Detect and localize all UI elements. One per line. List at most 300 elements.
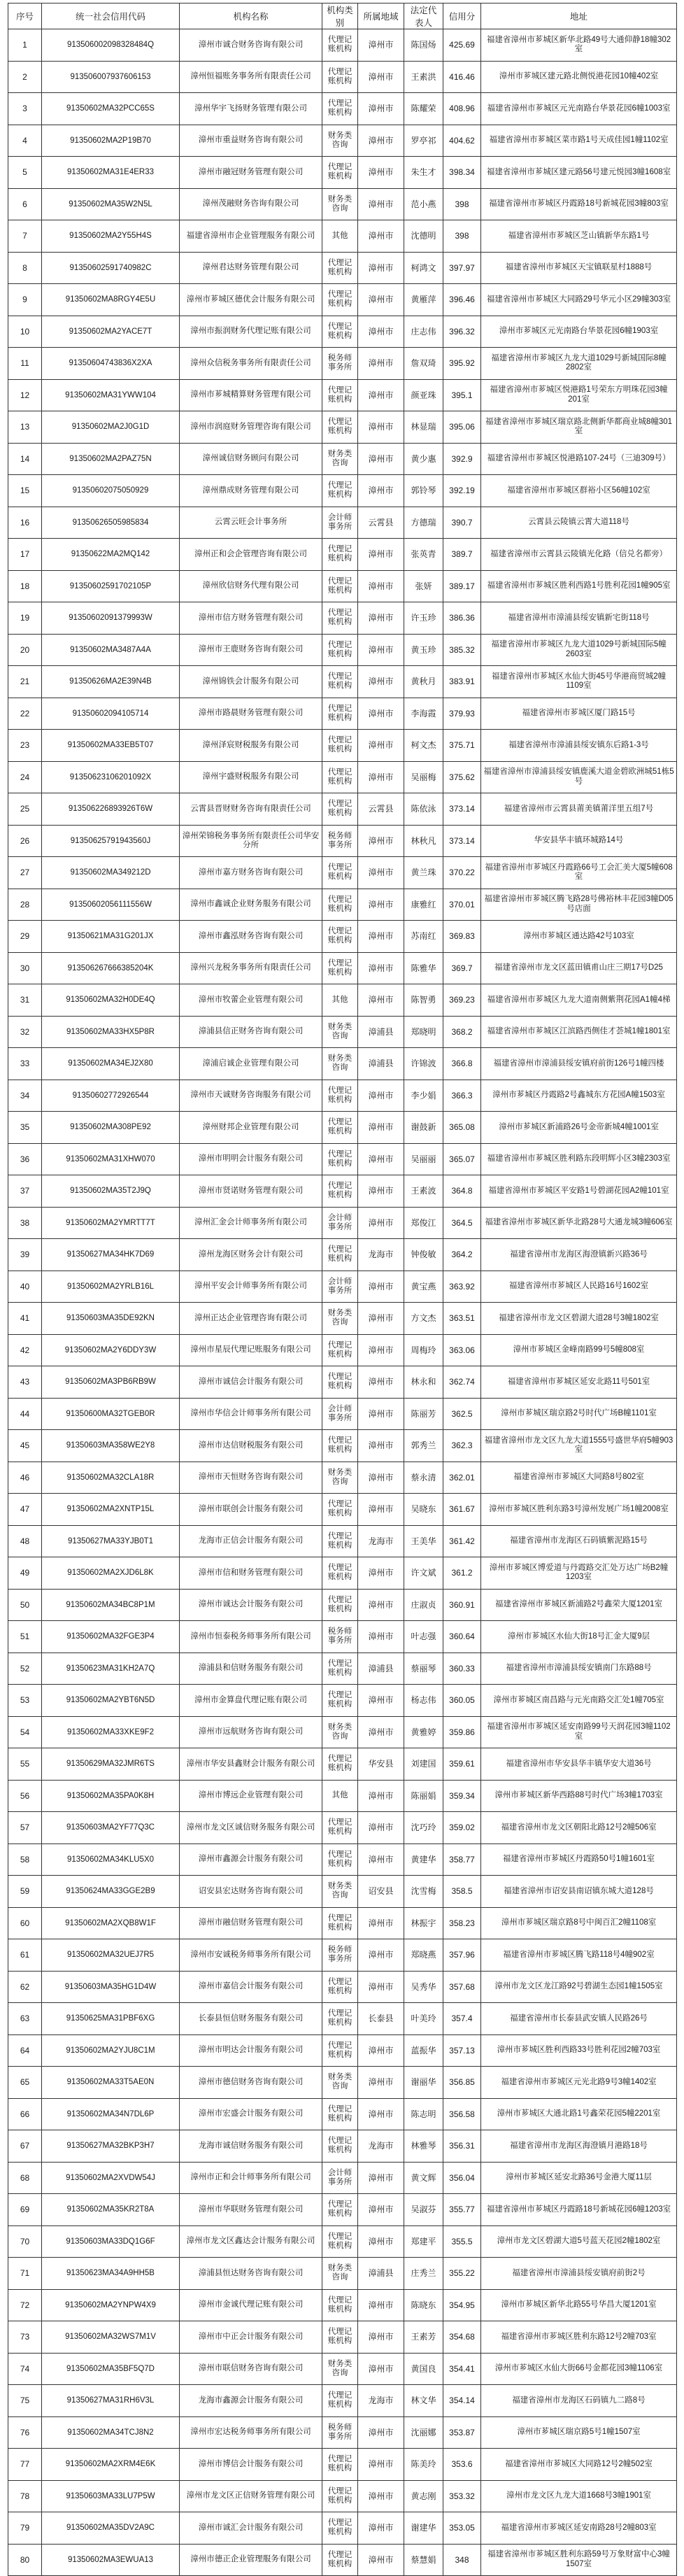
cell-org-type: 代理记账机构	[322, 2003, 358, 2035]
cell-org-name: 漳州市重益财务咨询有限公司	[180, 125, 322, 157]
cell-region: 漳州市	[358, 1175, 404, 1208]
cell-credit-score: 375.71	[443, 730, 481, 762]
cell-index: 45	[8, 1430, 42, 1462]
cell-credit-score: 408.96	[443, 93, 481, 125]
cell-region: 龙海市	[358, 2385, 404, 2417]
cell-org-type: 财务类咨询	[322, 1048, 358, 1080]
cell-region: 漳州市	[358, 1589, 404, 1621]
cell-index: 53	[8, 1685, 42, 1717]
cell-credit-score: 365.07	[443, 1143, 481, 1175]
cell-org-type: 代理记账机构	[322, 1907, 358, 1939]
cell-index: 14	[8, 443, 42, 475]
cell-region: 龙海市	[358, 1525, 404, 1557]
cell-legal-rep: 沈德明	[404, 220, 443, 253]
cell-region: 漳州市	[358, 2225, 404, 2258]
cell-org-type: 代理记账机构	[322, 666, 358, 698]
cell-credit-code: 91350602MA34EJ2X80	[42, 1048, 180, 1080]
cell-org-type: 代理记账机构	[322, 1366, 358, 1399]
cell-org-type: 代理记账机构	[322, 1334, 358, 1366]
cell-address: 福建省漳州市长泰县武安镇人民路26号	[481, 2003, 677, 2035]
cell-credit-code: 91350602MA35KR2T8A	[42, 2194, 180, 2226]
table-row	[8, 1016, 677, 1048]
cell-index: 57	[8, 1812, 42, 1844]
cell-org-type: 代理记账机构	[322, 889, 358, 921]
cell-address: 福建省漳州市芗城区新华北路49号大通仰静18幢302室	[481, 29, 677, 62]
cell-org-type: 代理记账机构	[322, 316, 358, 348]
cell-credit-score: 359.86	[443, 1716, 481, 1748]
table-row	[8, 857, 677, 889]
cell-org-type: 代理记账机构	[322, 29, 358, 62]
cell-credit-score: 348	[443, 2544, 481, 2576]
cell-legal-rep: 黄文辉	[404, 2162, 443, 2194]
cell-credit-score: 360.64	[443, 1621, 481, 1653]
cell-org-name: 漳州锦铁会计服务有限公司	[180, 666, 322, 698]
cell-credit-score: 359.61	[443, 1748, 481, 1781]
cell-org-name: 漳州市牧蕾企业管理有限公司	[180, 984, 322, 1017]
cell-index: 66	[8, 2098, 42, 2130]
cell-index: 78	[8, 2480, 42, 2512]
cell-credit-score: 361.67	[443, 1494, 481, 1526]
cell-legal-rep: 刘建国	[404, 1748, 443, 1781]
cell-address: 福建省漳州市芗城区延安北路11号501室	[481, 1366, 677, 1399]
table-row	[8, 1812, 677, 1844]
cell-region: 漳州市	[358, 1334, 404, 1366]
cell-index: 17	[8, 539, 42, 571]
cell-org-type: 财务类咨询	[322, 2258, 358, 2290]
cell-legal-rep: 黄雁萍	[404, 284, 443, 316]
cell-credit-score: 389.7	[443, 539, 481, 571]
cell-index: 35	[8, 1112, 42, 1144]
cell-region: 漳州市	[358, 825, 404, 857]
cell-credit-code: 91350602MA35W2N5L	[42, 188, 180, 220]
cell-region: 漳州市	[358, 1112, 404, 1144]
cell-legal-rep: 朱生才	[404, 157, 443, 189]
cell-credit-score: 363.06	[443, 1334, 481, 1366]
cell-credit-code: 91350602056111556W	[42, 889, 180, 921]
cell-org-type: 会计师事务所	[322, 1398, 358, 1430]
cell-legal-rep: 谢鼓新	[404, 1112, 443, 1144]
cell-org-name: 漳州市嘉方财务咨询有限公司	[180, 857, 322, 889]
cell-org-name: 漳浦启诚企业管理有限公司	[180, 1048, 322, 1080]
cell-index: 21	[8, 666, 42, 698]
cell-credit-code: 91350602MA33HX5P8R	[42, 1016, 180, 1048]
cell-legal-rep: 张妍	[404, 570, 443, 602]
table-row	[8, 1780, 677, 1812]
cell-address: 福建省漳州市芗城区丹霞路18号新城花园6幢1203室	[481, 2194, 677, 2226]
cell-address: 漳州市芗城区通达路42号103室	[481, 921, 677, 953]
cell-org-type: 代理记账机构	[322, 634, 358, 666]
cell-org-type: 代理记账机构	[322, 539, 358, 571]
cell-region: 漳州市	[358, 475, 404, 507]
cell-legal-rep: 谢建华	[404, 2512, 443, 2545]
cell-credit-code: 91350603MA33DQ1G6F	[42, 2225, 180, 2258]
cell-region: 漳州市	[358, 1971, 404, 2003]
cell-index: 47	[8, 1494, 42, 1526]
cell-index: 69	[8, 2194, 42, 2226]
cell-legal-rep: 黄兰珠	[404, 857, 443, 889]
cell-org-name: 漳州市龙文区正信财务管理有限公司	[180, 2480, 322, 2512]
cell-org-type: 代理记账机构	[322, 1812, 358, 1844]
cell-org-type: 税务师事务所	[322, 1621, 358, 1653]
cell-index: 36	[8, 1143, 42, 1175]
cell-index: 11	[8, 348, 42, 380]
cell-index: 70	[8, 2225, 42, 2258]
cell-region: 漳州市	[358, 284, 404, 316]
cell-legal-rep: 康雅红	[404, 889, 443, 921]
cell-legal-rep: 黄国良	[404, 2353, 443, 2385]
cell-credit-code: 91350625MA31PBF6XG	[42, 2003, 180, 2035]
cell-org-name: 漳州市华联财务管理有限公司	[180, 2194, 322, 2226]
cell-credit-code: 91350629MA32JMR6TS	[42, 1748, 180, 1781]
cell-org-name: 漳州宇盛财税服务有限公司	[180, 761, 322, 793]
table-row	[8, 1398, 677, 1430]
cell-credit-score: 362.01	[443, 1462, 481, 1494]
cell-index: 44	[8, 1398, 42, 1430]
table-row	[8, 2258, 677, 2290]
cell-credit-score: 359.34	[443, 1780, 481, 1812]
cell-credit-code: 91350602MA349212D	[42, 857, 180, 889]
cell-legal-rep: 郑建平	[404, 2225, 443, 2258]
cell-credit-code: 91350602MA308PE92	[42, 1112, 180, 1144]
cell-region: 漳州市	[358, 1812, 404, 1844]
cell-org-name: 漳州市信和财务管理有限公司	[180, 1557, 322, 1590]
cell-region: 漳州市	[358, 1685, 404, 1717]
cell-org-type: 代理记账机构	[322, 1494, 358, 1526]
table-row	[8, 348, 677, 380]
cell-org-name: 漳州市天诚财务咨询服务有限公司	[180, 1080, 322, 1112]
cell-org-type: 代理记账机构	[322, 2321, 358, 2354]
cell-legal-rep: 范小燕	[404, 188, 443, 220]
cell-credit-score: 362.5	[443, 1398, 481, 1430]
cell-org-name: 龙海市诚信财务服务有限公司	[180, 2130, 322, 2163]
cell-legal-rep: 陈耀荣	[404, 93, 443, 125]
cell-legal-rep: 陈志明	[404, 2098, 443, 2130]
cell-index: 32	[8, 1016, 42, 1048]
cell-credit-code: 91350626505985834	[42, 507, 180, 539]
table-row	[8, 2321, 677, 2354]
header-credit-score: 信用分	[443, 3, 481, 29]
cell-credit-score: 357.68	[443, 1971, 481, 2003]
cell-credit-code: 91350602MA2XVDW54J	[42, 2162, 180, 2194]
cell-region: 漳州市	[358, 2194, 404, 2226]
cell-region: 漳州市	[358, 348, 404, 380]
cell-org-type: 代理记账机构	[322, 411, 358, 444]
cell-credit-score: 365.08	[443, 1112, 481, 1144]
table-row	[8, 825, 677, 857]
cell-credit-code: 91350627MA32BKP3H7	[42, 2130, 180, 2163]
cell-legal-rep: 黄秋月	[404, 666, 443, 698]
table-row	[8, 1239, 677, 1271]
cell-credit-score: 370.22	[443, 857, 481, 889]
cell-credit-score: 379.93	[443, 698, 481, 730]
cell-address: 漳州市芗城区新浦路26号金帝新城4幢1001室	[481, 1112, 677, 1144]
cell-org-name: 漳州荣锦税务事务所有限责任公司华安分所	[180, 825, 322, 857]
cell-index: 6	[8, 188, 42, 220]
cell-org-name: 漳州市鑫诚企业财务服务有限公司	[180, 889, 322, 921]
cell-region: 漳州市	[358, 2098, 404, 2130]
cell-credit-code: 913506267666385204K	[42, 952, 180, 984]
cell-org-type: 其他	[322, 1780, 358, 1812]
cell-org-name: 漳州市博信会计服务有限公司	[180, 2449, 322, 2481]
cell-legal-rep: 谢丽华	[404, 2067, 443, 2099]
cell-credit-code: 913506002098328484Q	[42, 29, 180, 62]
cell-org-type: 代理记账机构	[322, 730, 358, 762]
cell-region: 漳州市	[358, 2416, 404, 2449]
cell-address: 福建省漳州市芗城区天宝镇联星村1888号	[481, 252, 677, 284]
cell-region: 漳州市	[358, 634, 404, 666]
cell-legal-rep: 周梅玲	[404, 1334, 443, 1366]
table-row	[8, 2098, 677, 2130]
cell-address: 福建省漳州市芗城区丹霞路18号新城花园3幢803室	[481, 188, 677, 220]
cell-credit-code: 91350602MA35PA0K8H	[42, 1780, 180, 1812]
cell-org-type: 代理记账机构	[322, 252, 358, 284]
cell-index: 42	[8, 1334, 42, 1366]
cell-region: 漳州市	[358, 698, 404, 730]
cell-index: 18	[8, 570, 42, 602]
cell-index: 27	[8, 857, 42, 889]
cell-index: 16	[8, 507, 42, 539]
cell-address: 福建省漳州市芗城区九龙大道1029号新城国际5幢2603室	[481, 634, 677, 666]
table-row	[8, 188, 677, 220]
cell-address: 福建省漳州市龙海区石码镇九二路8号	[481, 2385, 677, 2417]
cell-org-type: 代理记账机构	[322, 761, 358, 793]
cell-address: 福建省漳州市芗城区悦港路1号荣东方明珠花园3幢201室	[481, 379, 677, 411]
cell-org-name: 云霄云旺会计事务所	[180, 507, 322, 539]
cell-region: 漳浦县	[358, 2258, 404, 2290]
cell-legal-rep: 钟俊敏	[404, 1239, 443, 1271]
cell-credit-score: 363.92	[443, 1271, 481, 1303]
table-row	[8, 1366, 677, 1399]
cell-region: 漳州市	[358, 761, 404, 793]
cell-org-name: 漳州市宏达税务师事务所有限公司	[180, 2416, 322, 2449]
cell-legal-rep: 郑晓燕	[404, 1939, 443, 1972]
cell-org-name: 漳州正达企业管理咨询有限公司	[180, 1303, 322, 1335]
cell-legal-rep: 柯文杰	[404, 730, 443, 762]
cell-credit-code: 91350602MA2XNTP15L	[42, 1494, 180, 1526]
table-row	[8, 316, 677, 348]
cell-address: 漳州市芗城区建元路北侧悦港花园10幢402室	[481, 61, 677, 93]
cell-credit-score: 353.87	[443, 2416, 481, 2449]
cell-region: 漳浦县	[358, 1653, 404, 1685]
cell-index: 49	[8, 1557, 42, 1590]
cell-credit-code: 91350603MA35HG1D4W	[42, 1971, 180, 2003]
cell-credit-code: 91350602MA32H0DE4Q	[42, 984, 180, 1017]
cell-credit-code: 91350602772926544	[42, 1080, 180, 1112]
cell-credit-score: 359.02	[443, 1812, 481, 1844]
cell-org-type: 代理记账机构	[322, 2098, 358, 2130]
cell-legal-rep: 许文斌	[404, 1557, 443, 1590]
cell-region: 漳州市	[358, 316, 404, 348]
table-row	[8, 1907, 677, 1939]
cell-org-type: 代理记账机构	[322, 1525, 358, 1557]
cell-legal-rep: 林振宇	[404, 1907, 443, 1939]
cell-index: 43	[8, 1366, 42, 1399]
cell-credit-score: 373.14	[443, 793, 481, 826]
cell-credit-code: 91350602MA34N7DL6P	[42, 2098, 180, 2130]
cell-legal-rep: 沈巧玲	[404, 1812, 443, 1844]
table-row	[8, 793, 677, 826]
table-row	[8, 157, 677, 189]
cell-legal-rep: 陈美玲	[404, 2449, 443, 2481]
cell-org-type: 代理记账机构	[322, 157, 358, 189]
cell-credit-score: 358.23	[443, 1907, 481, 1939]
cell-index: 56	[8, 1780, 42, 1812]
cell-credit-code: 91350602MA2XJD6L8K	[42, 1557, 180, 1590]
cell-legal-rep: 陈丽芳	[404, 1398, 443, 1430]
cell-credit-score: 366.3	[443, 1080, 481, 1112]
cell-org-type: 代理记账机构	[322, 1589, 358, 1621]
cell-org-type: 代理记账机构	[322, 952, 358, 984]
cell-org-type: 代理记账机构	[322, 2194, 358, 2226]
cell-address: 福建省漳州市芗城区延安南路28号2幢803室	[481, 2512, 677, 2545]
cell-region: 云霄县	[358, 507, 404, 539]
cell-credit-code: 91350602MA32WS7M1V	[42, 2321, 180, 2354]
cell-address: 福建省漳州市云霄县莆美镇莆洋里五组7号	[481, 793, 677, 826]
table-row	[8, 2225, 677, 2258]
table-row	[8, 220, 677, 253]
cell-org-type: 代理记账机构	[322, 1175, 358, 1208]
cell-index: 39	[8, 1239, 42, 1271]
cell-org-type: 其他	[322, 984, 358, 1017]
cell-org-name: 漳州市恒泰税务师事务所有限公司	[180, 1621, 322, 1653]
cell-org-type: 代理记账机构	[322, 1971, 358, 2003]
cell-index: 75	[8, 2385, 42, 2417]
cell-region: 漳州市	[358, 93, 404, 125]
table-row	[8, 666, 677, 698]
cell-address: 漳州市芗城区新华西路88号时代广场3幢1703室	[481, 1780, 677, 1812]
cell-org-name: 漳州华宇飞扬财务管理有限公司	[180, 93, 322, 125]
cell-address: 漳州市芗城区新华北路55号华昌大厦1201室	[481, 2289, 677, 2321]
cell-org-type: 其他	[322, 220, 358, 253]
cell-address: 福建省漳州市龙海区海澄镇月港路18号	[481, 2130, 677, 2163]
cell-org-name: 漳州市华信会计师事务所有限公司	[180, 1398, 322, 1430]
cell-credit-score: 369.23	[443, 984, 481, 1017]
cell-address: 福建省漳州市芗城区悦港路107-24号（三迪309号）	[481, 443, 677, 475]
cell-credit-code: 91350604743836X2XA	[42, 348, 180, 380]
cell-region: 漳州市	[358, 1780, 404, 1812]
cell-legal-rep: 吴丽梅	[404, 761, 443, 793]
cell-org-name: 漳州市中正会计服务有限公司	[180, 2321, 322, 2354]
cell-address: 华安县华丰镇环城路14号	[481, 825, 677, 857]
cell-credit-score: 368.2	[443, 1016, 481, 1048]
cell-address: 福建省漳州市芗城区胜利路东段明辉小区3幢2303室	[481, 1143, 677, 1175]
cell-region: 漳州市	[358, 379, 404, 411]
table-row	[8, 634, 677, 666]
cell-index: 30	[8, 952, 42, 984]
table-row	[8, 2194, 677, 2226]
cell-index: 10	[8, 316, 42, 348]
cell-legal-rep: 詹双琦	[404, 348, 443, 380]
cell-legal-rep: 林显瑞	[404, 411, 443, 444]
cell-org-name: 漳州市嘉信会计服务有限公司	[180, 1971, 322, 2003]
cell-legal-rep: 郑俊江	[404, 1207, 443, 1239]
cell-credit-score: 390.7	[443, 507, 481, 539]
cell-address: 福建省漳州市芗城区九龙大道南侧紫荆花园A1幢4梯	[481, 984, 677, 1017]
table-row	[8, 507, 677, 539]
cell-address: 漳州市芗城区瑞京路2号时代广场B幢1101室	[481, 1398, 677, 1430]
table-row	[8, 2449, 677, 2481]
cell-org-name: 漳州市正和会计师事务所有限公司	[180, 2162, 322, 2194]
cell-credit-score: 355.5	[443, 2225, 481, 2258]
cell-region: 漳州市	[358, 1366, 404, 1399]
table-row	[8, 1175, 677, 1208]
cell-credit-code: 91350603MA33LU7P5W	[42, 2480, 180, 2512]
cell-org-name: 漳州市安诚税务师事务所有限公司	[180, 1939, 322, 1972]
cell-credit-score: 395.06	[443, 411, 481, 444]
cell-org-type: 代理记账机构	[322, 93, 358, 125]
cell-region: 漳州市	[358, 1398, 404, 1430]
cell-address: 福建省漳州市芗城区九龙大道1029号新城国际8幢2802室	[481, 348, 677, 380]
cell-region: 漳州市	[358, 730, 404, 762]
cell-credit-score: 354.41	[443, 2353, 481, 2385]
cell-index: 3	[8, 93, 42, 125]
table-row	[8, 1271, 677, 1303]
cell-index: 28	[8, 889, 42, 921]
cell-org-type: 代理记账机构	[322, 1239, 358, 1271]
cell-address: 漳州市芗城区胜利西路33号胜利花园2幢703室	[481, 2034, 677, 2067]
cell-org-type: 代理记账机构	[322, 1557, 358, 1590]
table-row	[8, 761, 677, 793]
cell-credit-code: 91350627MA34HK7D69	[42, 1239, 180, 1271]
cell-credit-score: 357.96	[443, 1939, 481, 1972]
cell-org-name: 漳州市明明会计服务有限公司	[180, 1143, 322, 1175]
cell-region: 漳州市	[358, 602, 404, 635]
cell-org-type: 代理记账机构	[322, 2130, 358, 2163]
cell-credit-code: 91350602094105714	[42, 698, 180, 730]
cell-credit-score: 395.1	[443, 379, 481, 411]
cell-address: 福建省漳州市芗城区江滨路西侧佳才荟城1幢1801室	[481, 1016, 677, 1048]
cell-credit-code: 91350602591702105P	[42, 570, 180, 602]
cell-credit-score: 361.42	[443, 1525, 481, 1557]
cell-org-type: 代理记账机构	[322, 1080, 358, 1112]
table-row	[8, 2512, 677, 2545]
cell-address: 漳州市芗城区南昌路与元光南路交汇处1幢705室	[481, 1685, 677, 1717]
cell-address: 福建省漳州市云霄县云陵镇光化路（信兑名都旁）	[481, 539, 677, 571]
cell-credit-score: 362.3	[443, 1430, 481, 1462]
table-row	[8, 2067, 677, 2099]
cell-credit-score: 375.62	[443, 761, 481, 793]
cell-index: 64	[8, 2034, 42, 2067]
table-row	[8, 1112, 677, 1144]
cell-region: 漳州市	[358, 1271, 404, 1303]
cell-address: 漳州市芗城区丹霞路2号鑫城东方花园A幢1503室	[481, 1080, 677, 1112]
cell-region: 漳州市	[358, 1143, 404, 1175]
cell-legal-rep: 郑晓明	[404, 1016, 443, 1048]
table-row	[8, 125, 677, 157]
cell-org-name: 漳州兴龙税务事务所有限责任公司	[180, 952, 322, 984]
cell-legal-rep: 叶志强	[404, 1621, 443, 1653]
cell-credit-code: 91350602MA35DV2A9C	[42, 2512, 180, 2545]
cell-org-name: 漳州诚信财务顾问有限公司	[180, 443, 322, 475]
cell-index: 13	[8, 411, 42, 444]
cell-legal-rep: 吴秀华	[404, 1971, 443, 2003]
cell-org-type: 代理记账机构	[322, 1112, 358, 1144]
cell-address: 福建省漳州市龙海区海澄镇新兴路36号	[481, 1239, 677, 1271]
cell-org-name: 漳州市龙文区诚信财务服务有限公司	[180, 1812, 322, 1844]
cell-credit-code: 91350602MA32PCC65S	[42, 93, 180, 125]
cell-org-type: 财务类咨询	[322, 1016, 358, 1048]
cell-org-type: 代理记账机构	[322, 2480, 358, 2512]
cell-region: 龙海市	[358, 2130, 404, 2163]
cell-region: 漳州市	[358, 2512, 404, 2545]
cell-credit-score: 392.19	[443, 475, 481, 507]
cell-address: 福建省漳州市漳浦县绥安镇府前街2号	[481, 2258, 677, 2290]
cell-org-type: 财务类咨询	[322, 1462, 358, 1494]
header-index: 序号	[8, 3, 42, 29]
cell-legal-rep: 蔡永清	[404, 1462, 443, 1494]
cell-index: 65	[8, 2067, 42, 2099]
cell-address: 云霄县云陵镇云霄大道118号	[481, 507, 677, 539]
